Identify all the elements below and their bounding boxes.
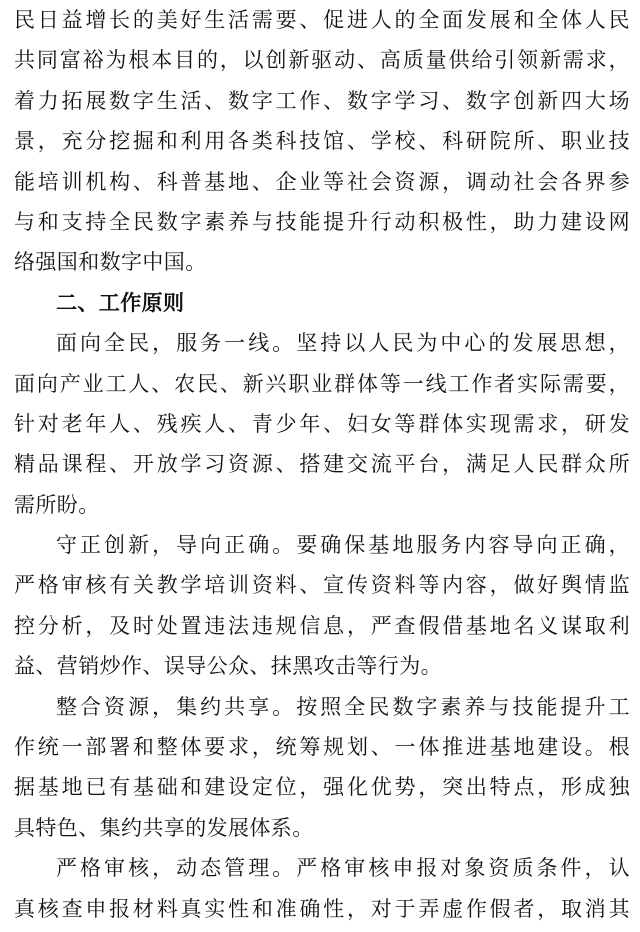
- text-line: 真核查申报材料真实性和准确性，对于弄虚作假者，取消其: [14, 896, 630, 921]
- text-line: 景，充分挖掘和利用各类科技馆、学校、科研院所、职业技: [14, 129, 630, 154]
- text-line: 络强国和数字中国。: [14, 250, 207, 275]
- text-line: 共同富裕为根本目的，以创新驱动、高质量供给引领新需求，: [14, 48, 630, 73]
- text-line: 着力拓展数字生活、数字工作、数字学习、数字创新四大场: [14, 88, 630, 113]
- text-line: 据基地已有基础和建设定位，强化优势，突出特点，形成独: [14, 775, 630, 800]
- text-line: 具特色、集约共享的发展体系。: [14, 815, 314, 840]
- text-line: 民日益增长的美好生活需要、促进人的全面发展和全体人民: [14, 8, 630, 32]
- paragraph-first-line: 面向全民，服务一线。坚持以人民为中心的发展思想，: [56, 331, 630, 356]
- text-line: 作统一部署和整体要求，统筹规划、一体推进基地建设。根: [14, 735, 630, 760]
- text-line: 针对老年人、残疾人、青少年、妇女等群体实现需求，研发: [14, 411, 630, 436]
- paragraph-first-line: 整合资源，集约共享。按照全民数字素养与技能提升工: [56, 694, 630, 719]
- section-heading: 二、工作原则: [56, 290, 185, 315]
- text-line: 精品课程、开放学习资源、搭建交流平台，满足人民群众所: [14, 452, 630, 477]
- text-line: 需所盼。: [14, 492, 100, 517]
- text-line: 能培训机构、科普基地、企业等社会资源，调动社会各界参: [14, 169, 630, 194]
- text-line: 面向产业工人、农民、新兴职业群体等一线工作者实际需要，: [14, 371, 630, 396]
- text-line: 严格审核有关教学培训资料、宣传资料等内容，做好舆情监: [14, 573, 630, 598]
- text-line: 益、营销炒作、误导公众、抹黑攻击等行为。: [14, 654, 442, 679]
- paragraph-first-line: 守正创新，导向正确。要确保基地服务内容导向正确，: [56, 533, 630, 558]
- text-line: 与和支持全民数字素养与技能提升行动积极性，助力建设网: [14, 209, 630, 234]
- text-line: 控分析，及时处置违法违规信息，严查假借基地名义谋取利: [14, 613, 630, 638]
- paragraph-first-line: 严格审核，动态管理。严格审核申报对象资质条件，认: [56, 856, 630, 881]
